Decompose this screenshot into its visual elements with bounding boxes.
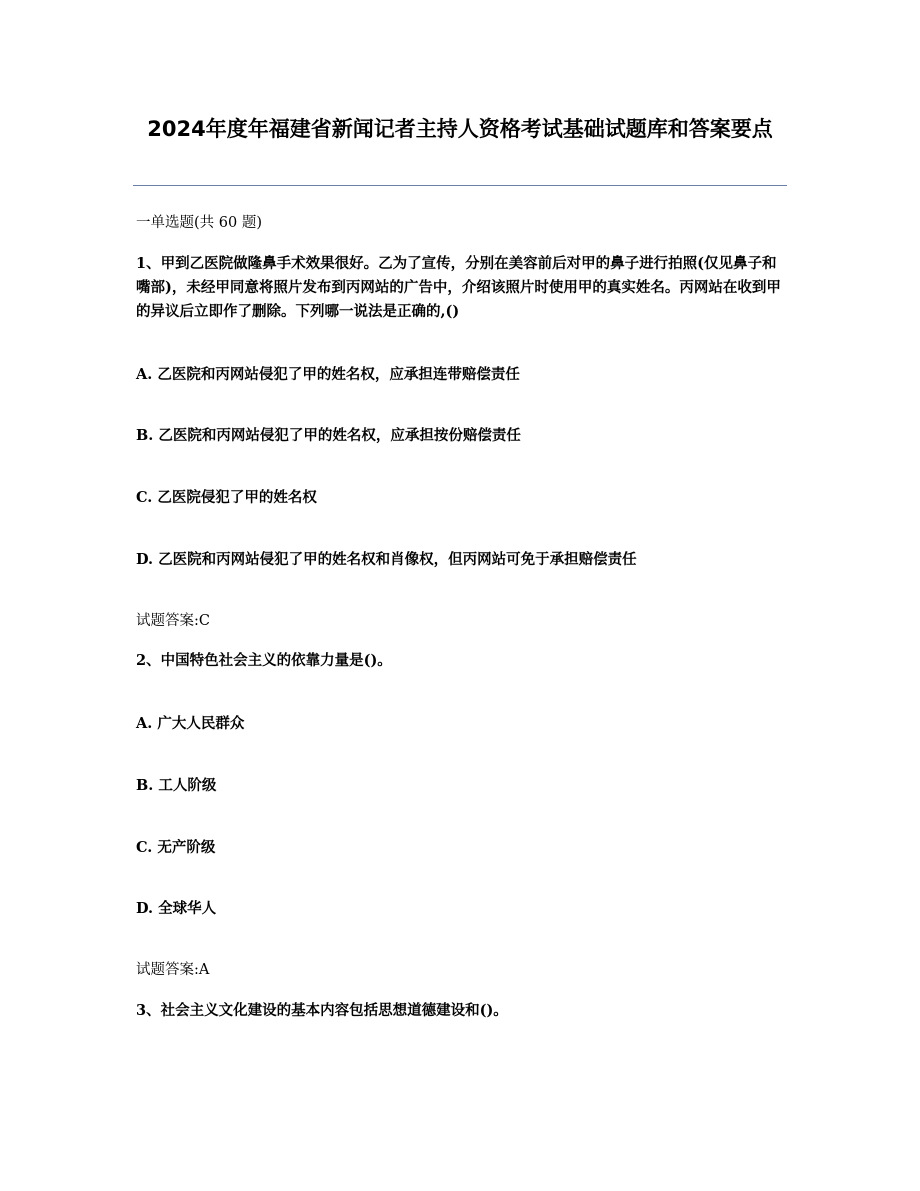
title-divider [133, 185, 787, 186]
question-1-text: 1、甲到乙医院做隆鼻手术效果很好。乙为了宣传，分别在美容前后对甲的鼻子进行拍照(仅见鼻子和嘴部)，未经甲同意将照片发布到丙网站的广告中，介绍该照片时使用甲的真实姓名。丙网站在收到甲的异议后立即作了删除。下列哪一说法是正确的,() [136, 255, 781, 320]
question-1-answer: 试题答案:C [136, 613, 210, 629]
section-heading: 一单选题(共 60 题) [136, 215, 262, 231]
document-title: 2024年度年福建省新闻记者主持人资格考试基础试题库和答案要点 [147, 117, 773, 141]
question-2-option-d: D. 全球华人 [136, 900, 217, 917]
question-2-answer: 试题答案:A [136, 962, 210, 978]
question-1-option-c: C. 乙医院侵犯了甲的姓名权 [136, 489, 317, 506]
question-2-option-b: B. 工人阶级 [136, 777, 217, 794]
question-2-text: 2、中国特色社会主义的依靠力量是()。 [136, 652, 392, 669]
question-1-option-a: A. 乙医院和丙网站侵犯了甲的姓名权，应承担连带赔偿责任 [136, 366, 520, 383]
question-2-option-a: A. 广大人民群众 [136, 715, 245, 732]
question-2-option-c: C. 无产阶级 [136, 839, 216, 856]
question-3-text: 3、社会主义文化建设的基本内容包括思想道德建设和()。 [136, 1002, 508, 1019]
question-1-option-d: D. 乙医院和丙网站侵犯了甲的姓名权和肖像权，但丙网站可免于承担赔偿责任 [136, 551, 637, 568]
question-1-option-b: B. 乙医院和丙网站侵犯了甲的姓名权，应承担按份赔偿责任 [136, 427, 521, 444]
